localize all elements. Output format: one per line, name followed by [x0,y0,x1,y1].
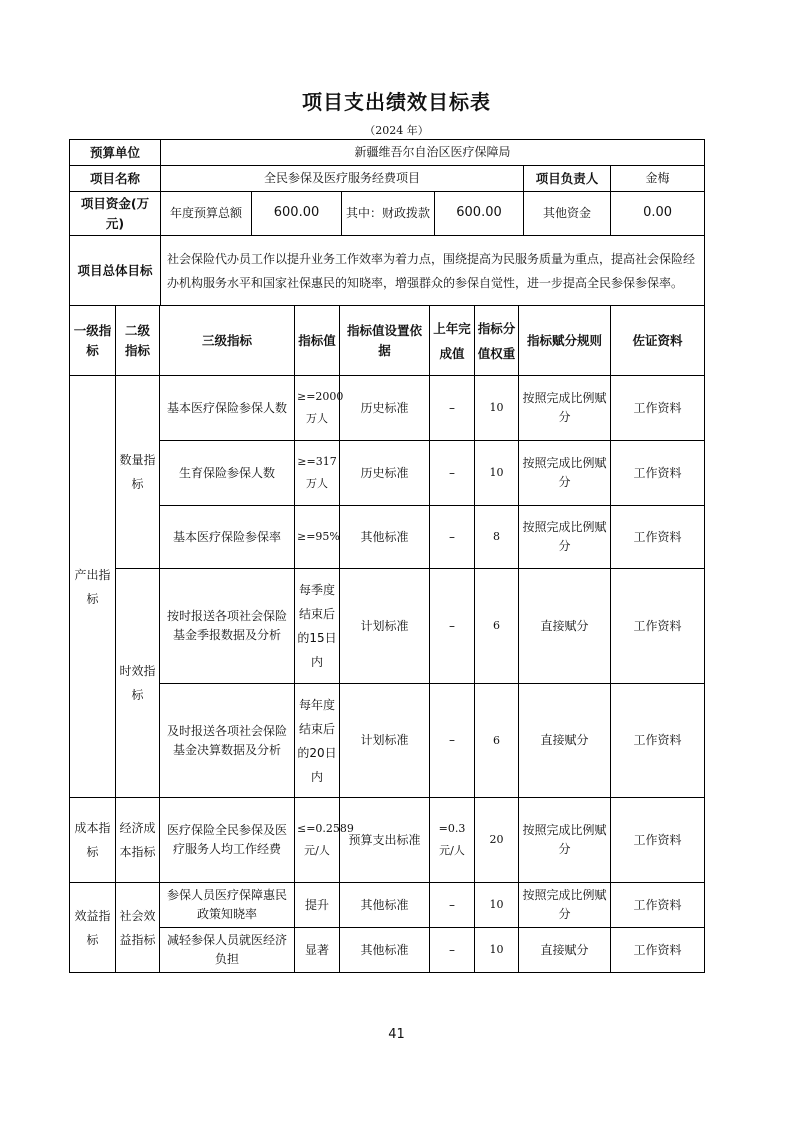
indicator-weight: 6 [475,569,519,684]
indicator-weight: 10 [475,441,519,506]
indicator-name: 及时报送各项社会保险基金决算数据及分析 [160,684,295,798]
indicator-name: 生育保险参保人数 [160,441,295,506]
indicator-weight: 10 [475,883,519,928]
indicator-row [70,928,705,973]
indicator-rule: 按照完成比例赋分 [519,441,611,506]
indicator-prev: – [430,883,475,928]
indicator-row [70,798,705,883]
indicator-row [70,441,705,506]
header-row [70,306,705,376]
page-number: 41 [388,1027,405,1042]
overview-label: 项目总体目标 [70,236,161,306]
indicator-name: 参保人员医疗保障惠民政策知晓率 [160,883,295,928]
indicator-value: ≥=2000万人 [295,376,340,441]
indicator-rule: 直接赋分 [519,684,611,798]
indicator-evidence: 工作资料 [611,684,705,798]
indicator-rule: 直接赋分 [519,569,611,684]
indicator-name: 按时报送各项社会保险基金季报数据及分析 [160,569,295,684]
indicator-weight: 20 [475,798,519,883]
indicator-evidence: 工作资料 [611,441,705,506]
header-prev: 上年完成值 [430,306,475,376]
project-name-row [70,166,705,192]
group-benefit: 效益指标 [70,883,116,973]
indicator-prev: – [430,376,475,441]
indicator-row [70,376,705,441]
indicator-basis: 计划标准 [340,684,430,798]
header-level3: 三级指标 [160,306,295,376]
indicator-rule: 直接赋分 [519,928,611,973]
indicator-name: 基本医疗保险参保人数 [160,376,295,441]
page-title: 项目支出绩效目标表 [302,90,491,114]
indicator-evidence: 工作资料 [611,569,705,684]
indicator-value: ≥=95% [295,506,340,569]
year-label: （2024 年） [364,124,429,137]
indicator-evidence: 工作资料 [611,376,705,441]
header-level2: 二级指标 [116,306,160,376]
indicator-evidence: 工作资料 [611,798,705,883]
funds-row [70,192,705,236]
indicator-row [70,569,705,684]
indicator-name: 基本医疗保险参保率 [160,506,295,569]
header-weight: 指标分值权重 [475,306,519,376]
indicator-rule: 按照完成比例赋分 [519,506,611,569]
indicator-value: ≤=0.2589元/人 [295,798,340,883]
project-name-label: 项目名称 [70,166,161,192]
indicator-value: ≥=317万人 [295,441,340,506]
indicator-value: 显著 [295,928,340,973]
header-evidence: 佐证资料 [611,306,705,376]
indicator-row [70,684,705,798]
indicator-name: 医疗保险全民参保及医疗服务人均工作经费 [160,798,295,883]
project-manager-label: 项目负责人 [524,166,611,192]
indicator-rule: 按照完成比例赋分 [519,798,611,883]
header-value: 指标值 [295,306,340,376]
indicator-basis: 历史标准 [340,376,430,441]
overview-text: 社会保险代办员工作以提升业务工作效率为着力点，围绕提高为民服务质量为重点，提高社会保险经办机构服务水平和国家社保惠民的知晓率，增强群众的参保自觉性，进一步提高全民参保参保率。 [161,236,705,306]
indicator-table [69,305,705,973]
header-level1: 一级指标 [70,306,116,376]
indicator-basis: 其他标准 [340,883,430,928]
group-quantity: 数量指标 [116,376,160,569]
indicator-rule: 按照完成比例赋分 [519,376,611,441]
overview-row [70,236,705,306]
budget-unit-label: 预算单位 [70,140,161,166]
other-funds-label: 其他资金 [524,192,611,236]
indicator-row [70,506,705,569]
indicator-weight: 10 [475,376,519,441]
annual-budget-value: 600.00 [252,192,342,236]
indicator-basis: 其他标准 [340,506,430,569]
group-social-benefit: 社会效益指标 [116,883,160,973]
indicator-basis: 其他标准 [340,928,430,973]
indicator-evidence: 工作资料 [611,506,705,569]
project-info-table [69,139,705,306]
budget-unit-value: 新疆维吾尔自治区医疗保障局 [161,140,705,166]
budget-unit-row [70,140,705,166]
indicator-value: 提升 [295,883,340,928]
fiscal-funds-value: 600.00 [435,192,524,236]
indicator-prev: – [430,928,475,973]
indicator-prev: – [430,569,475,684]
indicator-row [70,883,705,928]
indicator-prev: – [430,441,475,506]
header-rule: 指标赋分规则 [519,306,611,376]
annual-budget-label: 年度预算总额 [161,192,252,236]
group-output: 产出指标 [70,376,116,798]
other-funds-value: 0.00 [611,192,705,236]
indicator-prev: =0.3元/人 [430,798,475,883]
indicator-value: 每年度结束后的20日内 [295,684,340,798]
indicator-name: 减轻参保人员就医经济负担 [160,928,295,973]
indicator-basis: 预算支出标准 [340,798,430,883]
group-cost: 成本指标 [70,798,116,883]
indicator-prev: – [430,684,475,798]
indicator-weight: 8 [475,506,519,569]
indicator-basis: 历史标准 [340,441,430,506]
group-economic-cost: 经济成本指标 [116,798,160,883]
header-basis: 指标值设置依据 [340,306,430,376]
group-timeliness: 时效指标 [116,569,160,798]
fiscal-funds-label: 其中：财政拨款 [342,192,435,236]
indicator-basis: 计划标准 [340,569,430,684]
indicator-evidence: 工作资料 [611,928,705,973]
indicator-weight: 10 [475,928,519,973]
indicator-value: 每季度结束后的15日内 [295,569,340,684]
project-manager-value: 金梅 [611,166,705,192]
indicator-rule: 按照完成比例赋分 [519,883,611,928]
project-name-value: 全民参保及医疗服务经费项目 [161,166,524,192]
indicator-weight: 6 [475,684,519,798]
funds-label: 项目资金(万元) [70,192,161,236]
indicator-evidence: 工作资料 [611,883,705,928]
indicator-prev: – [430,506,475,569]
